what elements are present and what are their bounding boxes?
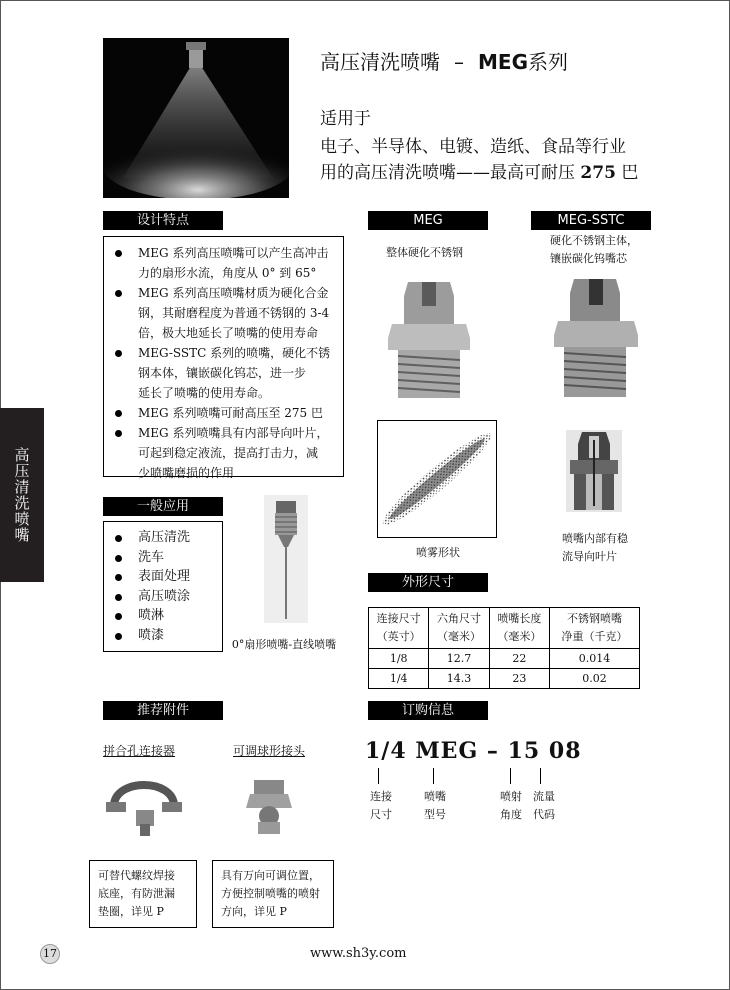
spray-photo [103, 38, 289, 198]
application-item: 高压喷涂 [104, 587, 222, 607]
meg-label: MEG [368, 211, 488, 230]
industry-description: 电子、半导体、电镀、造纸、食品等行业 用的高压清洗喷嘴——最高可耐压 275 巴 [320, 137, 639, 183]
feature-item: MEG 系列喷嘴具有内部导向叶片， 可起到稳定液流，提高打击力，减 少喷嘴磨损的作用 [104, 423, 343, 483]
dimensions-header-cell: 六角尺寸 （毫米） [429, 608, 489, 649]
table-cell: 14.3 [429, 669, 489, 689]
straight-jet-nozzle-image [264, 495, 308, 623]
application-item: 喷漆 [104, 626, 222, 646]
internal-cutaway-caption: 喷嘴内部有稳 流导向叶片 [562, 532, 628, 563]
application-item: 喷淋 [104, 606, 222, 626]
application-item: 表面处理 [104, 567, 222, 587]
dimensions-header-cell: 喷嘴长度 （毫米） [489, 608, 549, 649]
legend-flow-code: 流量 代码 [533, 790, 555, 821]
applications-box [103, 521, 223, 652]
ordering-label: 订购信息 [368, 701, 488, 720]
spray-pattern-caption: 喷雾形状 [416, 546, 460, 559]
dimensions-header-cell: 连接尺寸 （英寸） [369, 608, 429, 649]
design-features-label: 设计特点 [103, 211, 223, 230]
applications-label: 一般应用 [103, 497, 223, 516]
application-list [104, 528, 222, 645]
feature-item: MEG 系列喷嘴可耐高压至 275 巴 [104, 403, 343, 423]
feature-item: MEG 系列高压喷嘴可以产生高冲击 力的扇形水流，角度从 0° 到 65° [104, 243, 343, 283]
table-row [369, 649, 640, 669]
ball-joint-image [244, 778, 294, 836]
legend-spray-angle: 喷射 角度 [500, 790, 522, 821]
split-hole-connector-title: 拼合孔连接器 [103, 744, 176, 758]
application-item: 高压清洗 [104, 528, 222, 548]
dimensions-label: 外形尺寸 [368, 573, 488, 592]
page-title: 高压清洗喷嘴 – MEG系列 [320, 50, 568, 74]
design-features-box [103, 236, 344, 480]
dimensions-header-row [369, 608, 640, 649]
accessories-label: 推荐附件 [103, 701, 223, 720]
legend-nozzle-model: 喷嘴 型号 [424, 790, 446, 821]
dimensions-table [368, 607, 640, 689]
meg-sstc-label: MEG-SSTC [531, 211, 651, 230]
split-hole-connector-image [104, 770, 184, 840]
table-cell: 22 [489, 649, 549, 669]
application-item: 洗车 [104, 548, 222, 568]
feature-list [104, 243, 343, 483]
ball-joint-title: 可调球形接头 [233, 744, 306, 758]
side-category-tab: 高压清洗喷嘴 [0, 408, 44, 582]
table-row [369, 669, 640, 689]
meg-sstc-nozzle-image [552, 275, 640, 400]
ball-joint-desc: 具有万向可调位置， 方便控制喷嘴的喷射 方向，详见 P [212, 860, 334, 928]
table-cell: 1/4 [369, 669, 429, 689]
split-hole-connector-desc: 可替代螺纹焊接 底座，有防泄漏 垫圈，详见 P [89, 860, 197, 928]
feature-item: MEG-SSTC 系列的喷嘴，硬化不锈 钢本体，镶嵌碳化钨芯，进一步 延长了喷嘴的使用寿命。 [104, 343, 343, 403]
dimensions-header-cell: 不锈钢喷嘴 净重（千克） [550, 608, 640, 649]
table-cell: 0.02 [550, 669, 640, 689]
table-cell: 1/8 [369, 649, 429, 669]
spray-pattern-image [377, 420, 497, 538]
feature-item: MEG 系列高压喷嘴材质为硬化合金 钢，其耐磨程度为普通不锈钢的 3-4 倍，极大地延长了喷嘴的使用寿命 [104, 283, 343, 343]
straight-jet-caption: 0°扇形喷嘴-直线喷嘴 [231, 638, 337, 651]
internal-cutaway-image [566, 430, 622, 512]
table-cell: 23 [489, 669, 549, 689]
table-cell: 0.014 [550, 649, 640, 669]
footer-url[interactable]: www.sh3y.com [310, 946, 407, 961]
meg-sstc-description: 硬化不锈钢主体， 镶嵌碳化钨嘴芯 [550, 234, 638, 265]
order-code-example: 1/4 MEG – 15 08 [365, 738, 582, 764]
meg-nozzle-image [384, 278, 474, 400]
table-cell: 12.7 [429, 649, 489, 669]
meg-description: 整体硬化不锈钢 [386, 246, 463, 259]
page-number: 17 [40, 944, 60, 964]
legend-connection-size: 连接 尺寸 [370, 790, 392, 821]
applies-to: 适用于 [320, 109, 371, 129]
